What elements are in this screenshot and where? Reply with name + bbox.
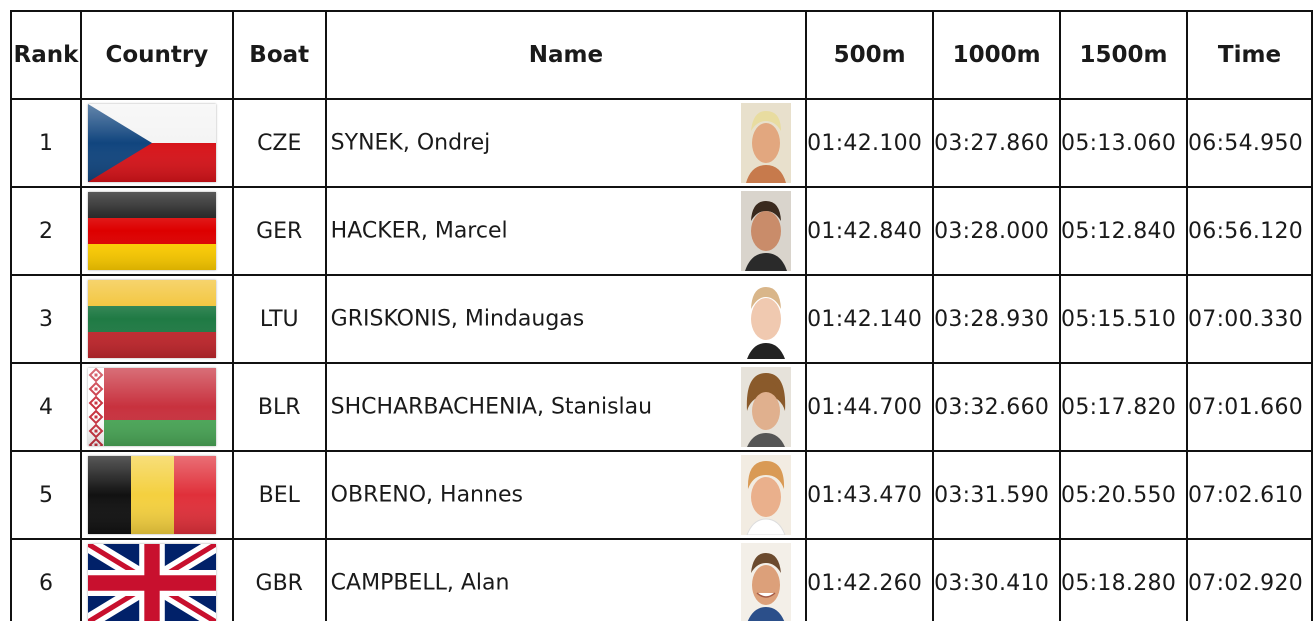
split-1000m: 03:32.660 [933,363,1060,451]
split-1000m: 03:28.000 [933,187,1060,275]
athlete-photo [741,543,791,621]
name-cell [326,99,806,187]
table-row [11,451,1312,539]
athlete-name: SYNEK, Ondrej [330,130,491,156]
athlete-photo [741,103,791,183]
header-rank: Rank [11,11,81,99]
table-row [11,539,1312,621]
split-500m: 01:42.260 [806,539,933,621]
rank-cell: 2 [11,187,81,275]
split-1000m: 03:30.410 [933,539,1060,621]
athlete-photo [741,191,791,271]
name-cell [326,363,806,451]
final-time: 07:00.330 [1187,275,1312,363]
split-1500m: 05:18.280 [1060,539,1187,621]
split-1500m: 05:12.840 [1060,187,1187,275]
boat-cell: GBR [233,539,326,621]
athlete-name: GRISKONIS, Mindaugas [330,306,585,332]
header-row [11,11,1312,99]
country-cell [81,539,233,621]
split-500m: 01:44.700 [806,363,933,451]
lithuanian-flag-icon [88,280,216,358]
split-1000m: 03:31.590 [933,451,1060,539]
country-cell [81,451,233,539]
final-time: 07:01.660 [1187,363,1312,451]
table-row [11,99,1312,187]
split-500m: 01:42.140 [806,275,933,363]
athlete-name: SHCHARBACHENIA, Stanislau [330,394,653,420]
table-row [11,187,1312,275]
country-cell [81,275,233,363]
athlete-name: CAMPBELL, Alan [330,570,510,596]
header-country: Country [81,11,233,99]
final-time: 06:54.950 [1187,99,1312,187]
athlete-photo [741,455,791,535]
boat-cell: GER [233,187,326,275]
czech-flag-icon [88,104,216,182]
split-1500m: 05:13.060 [1060,99,1187,187]
final-time: 06:56.120 [1187,187,1312,275]
split-1500m: 05:17.820 [1060,363,1187,451]
boat-cell: BLR [233,363,326,451]
split-500m: 01:42.840 [806,187,933,275]
header-500m: 500m [806,11,933,99]
header-boat: Boat [233,11,326,99]
name-cell [326,275,806,363]
name-cell [326,187,806,275]
athlete-name: HACKER, Marcel [330,218,508,244]
results-table [10,10,1313,621]
header-name: Name [326,11,806,99]
boat-cell: BEL [233,451,326,539]
boat-cell: CZE [233,99,326,187]
header-1500m: 1500m [1060,11,1187,99]
final-time: 07:02.610 [1187,451,1312,539]
split-500m: 01:42.100 [806,99,933,187]
split-1000m: 03:27.860 [933,99,1060,187]
name-cell [326,539,806,621]
country-cell [81,187,233,275]
final-time: 07:02.920 [1187,539,1312,621]
table-row [11,275,1312,363]
athlete-photo [741,367,791,447]
rank-cell: 6 [11,539,81,621]
boat-cell: LTU [233,275,326,363]
table-row [11,363,1312,451]
athlete-name: OBRENO, Hannes [330,482,523,508]
header-1000m: 1000m [933,11,1060,99]
country-cell [81,99,233,187]
rank-cell: 5 [11,451,81,539]
country-cell [81,363,233,451]
header-time: Time [1187,11,1312,99]
split-1500m: 05:15.510 [1060,275,1187,363]
rank-cell: 4 [11,363,81,451]
split-1500m: 05:20.550 [1060,451,1187,539]
rank-cell: 3 [11,275,81,363]
belarusian-flag-icon [88,368,216,446]
rank-cell: 1 [11,99,81,187]
split-500m: 01:43.470 [806,451,933,539]
athlete-photo [741,279,791,359]
german-flag-icon [88,192,216,270]
belgian-flag-icon [88,456,216,534]
split-1000m: 03:28.930 [933,275,1060,363]
british-flag-icon [88,544,216,621]
name-cell [326,451,806,539]
